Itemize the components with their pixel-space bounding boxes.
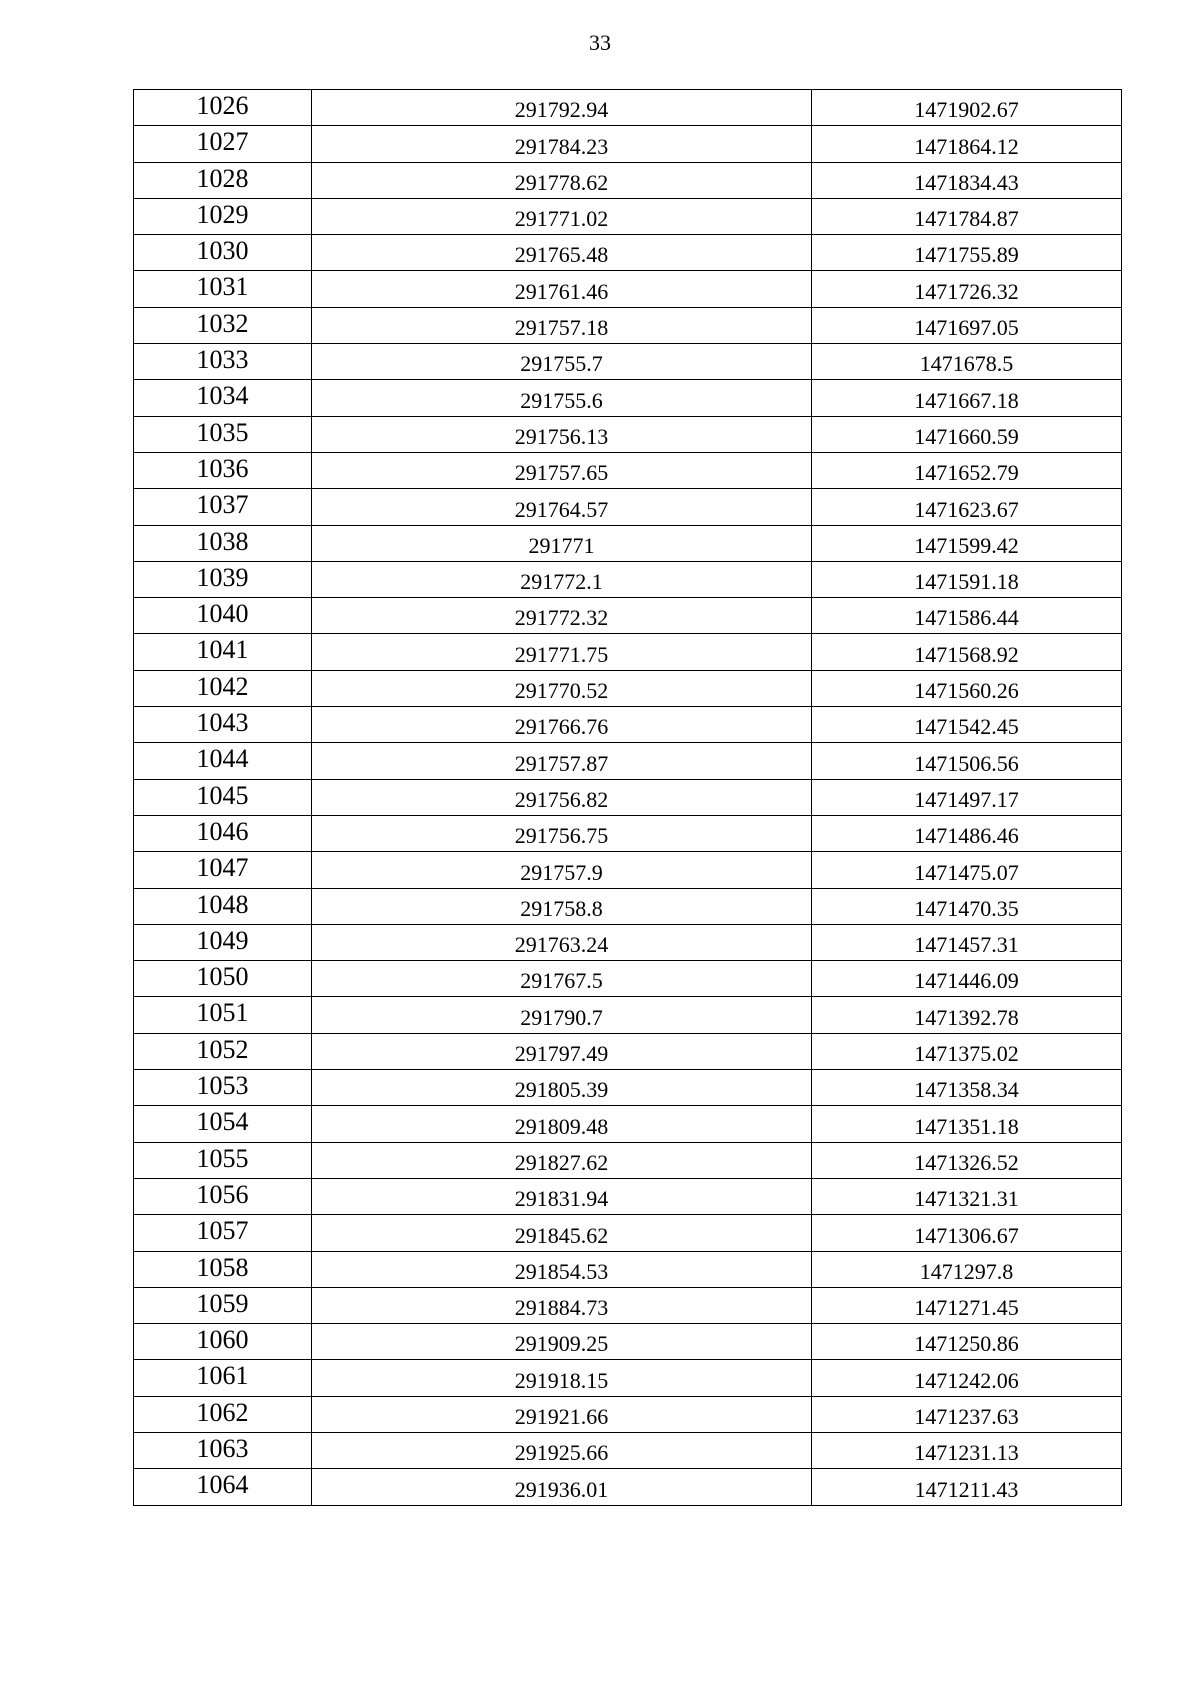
table-row <box>134 416 1122 452</box>
table-row <box>134 561 1122 597</box>
y-coordinate-cell: 1471297.8 <box>812 1251 1122 1287</box>
y-coordinate-cell: 1471486.46 <box>812 815 1122 851</box>
y-coordinate-cell: 1471599.42 <box>812 525 1122 561</box>
x-coordinate-cell: 291784.23 <box>312 126 812 162</box>
point-id-cell: 1053 <box>134 1070 312 1106</box>
x-coordinate-cell: 291756.75 <box>312 815 812 851</box>
point-id-cell: 1033 <box>134 344 312 380</box>
table-row <box>134 1432 1122 1468</box>
x-coordinate-cell: 291756.13 <box>312 416 812 452</box>
table-row <box>134 489 1122 525</box>
page-number: 33 <box>589 30 611 55</box>
y-coordinate-cell: 1471652.79 <box>812 452 1122 488</box>
point-id-cell: 1042 <box>134 670 312 706</box>
point-id-cell: 1029 <box>134 198 312 234</box>
table-row <box>134 1106 1122 1142</box>
x-coordinate-cell: 291756.82 <box>312 779 812 815</box>
x-coordinate-cell: 291765.48 <box>312 235 812 271</box>
y-coordinate-cell: 1471231.13 <box>812 1432 1122 1468</box>
point-id-cell: 1038 <box>134 525 312 561</box>
x-coordinate-cell: 291909.25 <box>312 1324 812 1360</box>
point-id-cell: 1036 <box>134 452 312 488</box>
x-coordinate-cell: 291827.62 <box>312 1142 812 1178</box>
table-row <box>134 670 1122 706</box>
table-row <box>134 90 1122 126</box>
point-id-cell: 1040 <box>134 598 312 634</box>
point-id-cell: 1049 <box>134 924 312 960</box>
point-id-cell: 1031 <box>134 271 312 307</box>
x-coordinate-cell: 291761.46 <box>312 271 812 307</box>
point-id-cell: 1057 <box>134 1215 312 1251</box>
point-id-cell: 1051 <box>134 997 312 1033</box>
table-row <box>134 743 1122 779</box>
x-coordinate-cell: 291918.15 <box>312 1360 812 1396</box>
point-id-cell: 1055 <box>134 1142 312 1178</box>
point-id-cell: 1044 <box>134 743 312 779</box>
y-coordinate-cell: 1471446.09 <box>812 961 1122 997</box>
point-id-cell: 1050 <box>134 961 312 997</box>
point-id-cell: 1028 <box>134 162 312 198</box>
y-coordinate-cell: 1471306.67 <box>812 1215 1122 1251</box>
table-row <box>134 344 1122 380</box>
table-row <box>134 852 1122 888</box>
y-coordinate-cell: 1471457.31 <box>812 924 1122 960</box>
x-coordinate-cell: 291854.53 <box>312 1251 812 1287</box>
y-coordinate-cell: 1471784.87 <box>812 198 1122 234</box>
y-coordinate-cell: 1471678.5 <box>812 344 1122 380</box>
point-id-cell: 1035 <box>134 416 312 452</box>
table-row <box>134 634 1122 670</box>
x-coordinate-cell: 291757.87 <box>312 743 812 779</box>
y-coordinate-cell: 1471586.44 <box>812 598 1122 634</box>
point-id-cell: 1041 <box>134 634 312 670</box>
x-coordinate-cell: 291755.6 <box>312 380 812 416</box>
table-row <box>134 779 1122 815</box>
x-coordinate-cell: 291771.75 <box>312 634 812 670</box>
x-coordinate-cell: 291809.48 <box>312 1106 812 1142</box>
point-id-cell: 1047 <box>134 852 312 888</box>
y-coordinate-cell: 1471560.26 <box>812 670 1122 706</box>
x-coordinate-cell: 291771 <box>312 525 812 561</box>
point-id-cell: 1030 <box>134 235 312 271</box>
y-coordinate-cell: 1471242.06 <box>812 1360 1122 1396</box>
point-id-cell: 1052 <box>134 1033 312 1069</box>
table-row <box>134 924 1122 960</box>
y-coordinate-cell: 1471726.32 <box>812 271 1122 307</box>
y-coordinate-cell: 1471755.89 <box>812 235 1122 271</box>
x-coordinate-cell: 291925.66 <box>312 1432 812 1468</box>
point-id-cell: 1061 <box>134 1360 312 1396</box>
point-id-cell: 1060 <box>134 1324 312 1360</box>
table-row <box>134 1251 1122 1287</box>
y-coordinate-cell: 1471470.35 <box>812 888 1122 924</box>
point-id-cell: 1034 <box>134 380 312 416</box>
x-coordinate-cell: 291792.94 <box>312 90 812 126</box>
x-coordinate-cell: 291770.52 <box>312 670 812 706</box>
table-row <box>134 961 1122 997</box>
point-id-cell: 1027 <box>134 126 312 162</box>
x-coordinate-cell: 291757.65 <box>312 452 812 488</box>
table-row <box>134 598 1122 634</box>
x-coordinate-cell: 291758.8 <box>312 888 812 924</box>
x-coordinate-cell: 291884.73 <box>312 1287 812 1323</box>
x-coordinate-cell: 291772.32 <box>312 598 812 634</box>
y-coordinate-cell: 1471697.05 <box>812 307 1122 343</box>
table-row <box>134 525 1122 561</box>
x-coordinate-cell: 291764.57 <box>312 489 812 525</box>
point-id-cell: 1045 <box>134 779 312 815</box>
y-coordinate-cell: 1471864.12 <box>812 126 1122 162</box>
x-coordinate-cell: 291757.18 <box>312 307 812 343</box>
y-coordinate-cell: 1471326.52 <box>812 1142 1122 1178</box>
table-row <box>134 1360 1122 1396</box>
x-coordinate-cell: 291771.02 <box>312 198 812 234</box>
table-row <box>134 307 1122 343</box>
table-row <box>134 888 1122 924</box>
y-coordinate-cell: 1471392.78 <box>812 997 1122 1033</box>
x-coordinate-cell: 291805.39 <box>312 1070 812 1106</box>
point-id-cell: 1048 <box>134 888 312 924</box>
table-row <box>134 1469 1122 1505</box>
y-coordinate-cell: 1471271.45 <box>812 1287 1122 1323</box>
table-row <box>134 271 1122 307</box>
table-row <box>134 1215 1122 1251</box>
table-row <box>134 1287 1122 1323</box>
y-coordinate-cell: 1471321.31 <box>812 1178 1122 1214</box>
point-id-cell: 1032 <box>134 307 312 343</box>
x-coordinate-cell: 291778.62 <box>312 162 812 198</box>
point-id-cell: 1039 <box>134 561 312 597</box>
x-coordinate-cell: 291797.49 <box>312 1033 812 1069</box>
y-coordinate-cell: 1471506.56 <box>812 743 1122 779</box>
table-row <box>134 380 1122 416</box>
table-row <box>134 198 1122 234</box>
table-row <box>134 1396 1122 1432</box>
point-id-cell: 1059 <box>134 1287 312 1323</box>
table-row <box>134 126 1122 162</box>
y-coordinate-cell: 1471591.18 <box>812 561 1122 597</box>
y-coordinate-cell: 1471834.43 <box>812 162 1122 198</box>
x-coordinate-cell: 291831.94 <box>312 1178 812 1214</box>
table-row <box>134 1033 1122 1069</box>
point-id-cell: 1054 <box>134 1106 312 1142</box>
table-row <box>134 997 1122 1033</box>
x-coordinate-cell: 291772.1 <box>312 561 812 597</box>
point-id-cell: 1058 <box>134 1251 312 1287</box>
y-coordinate-cell: 1471237.63 <box>812 1396 1122 1432</box>
x-coordinate-cell: 291767.5 <box>312 961 812 997</box>
table-row <box>134 235 1122 271</box>
x-coordinate-cell: 291936.01 <box>312 1469 812 1505</box>
point-id-cell: 1063 <box>134 1432 312 1468</box>
point-id-cell: 1043 <box>134 707 312 743</box>
point-id-cell: 1046 <box>134 815 312 851</box>
table-row <box>134 1324 1122 1360</box>
y-coordinate-cell: 1471250.86 <box>812 1324 1122 1360</box>
coordinates-table <box>133 89 1122 1506</box>
point-id-cell: 1064 <box>134 1469 312 1505</box>
y-coordinate-cell: 1471351.18 <box>812 1106 1122 1142</box>
y-coordinate-cell: 1471902.67 <box>812 90 1122 126</box>
y-coordinate-cell: 1471375.02 <box>812 1033 1122 1069</box>
table-row <box>134 1070 1122 1106</box>
table-row <box>134 707 1122 743</box>
y-coordinate-cell: 1471542.45 <box>812 707 1122 743</box>
table-row <box>134 452 1122 488</box>
table-row <box>134 815 1122 851</box>
y-coordinate-cell: 1471358.34 <box>812 1070 1122 1106</box>
x-coordinate-cell: 291766.76 <box>312 707 812 743</box>
x-coordinate-cell: 291755.7 <box>312 344 812 380</box>
table-row <box>134 1142 1122 1178</box>
point-id-cell: 1037 <box>134 489 312 525</box>
x-coordinate-cell: 291763.24 <box>312 924 812 960</box>
y-coordinate-cell: 1471667.18 <box>812 380 1122 416</box>
y-coordinate-cell: 1471623.67 <box>812 489 1122 525</box>
y-coordinate-cell: 1471475.07 <box>812 852 1122 888</box>
x-coordinate-cell: 291921.66 <box>312 1396 812 1432</box>
x-coordinate-cell: 291845.62 <box>312 1215 812 1251</box>
x-coordinate-cell: 291757.9 <box>312 852 812 888</box>
point-id-cell: 1026 <box>134 90 312 126</box>
point-id-cell: 1062 <box>134 1396 312 1432</box>
y-coordinate-cell: 1471497.17 <box>812 779 1122 815</box>
coordinates-table-body <box>134 90 1122 1506</box>
y-coordinate-cell: 1471568.92 <box>812 634 1122 670</box>
y-coordinate-cell: 1471660.59 <box>812 416 1122 452</box>
point-id-cell: 1056 <box>134 1178 312 1214</box>
table-row <box>134 162 1122 198</box>
table-row <box>134 1178 1122 1214</box>
x-coordinate-cell: 291790.7 <box>312 997 812 1033</box>
y-coordinate-cell: 1471211.43 <box>812 1469 1122 1505</box>
